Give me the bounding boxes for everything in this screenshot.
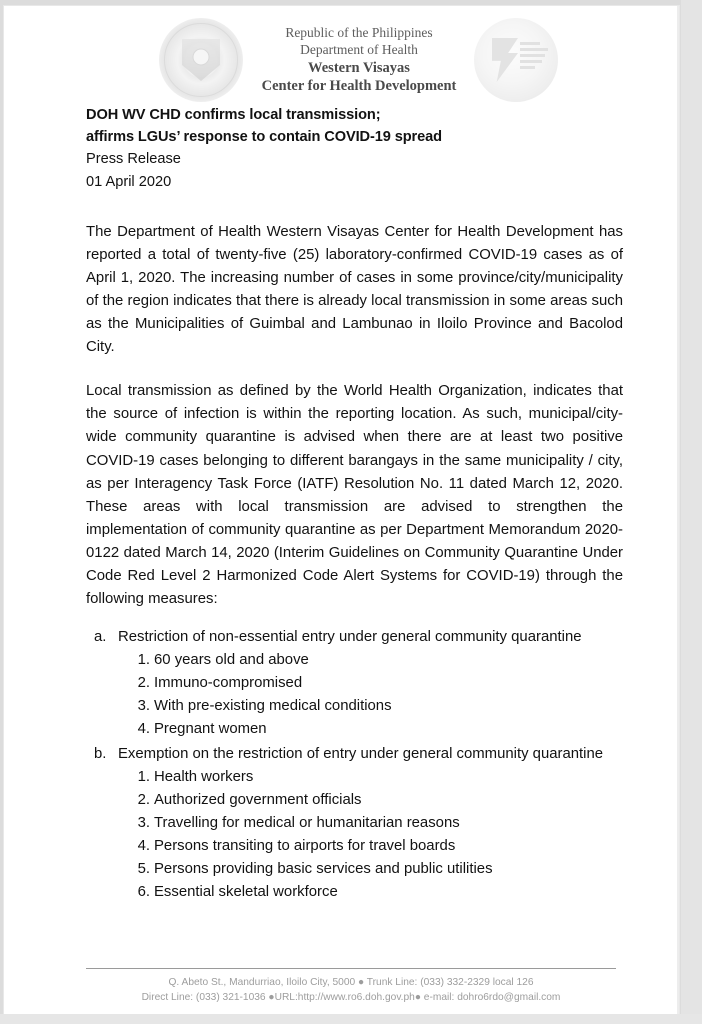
chd-seal-text-lines [520,42,548,72]
list-item [118,672,623,695]
list-item-text: Persons transiting to airports for travel boards [154,837,456,854]
letterhead [4,6,679,104]
list-marker: 6. [137,884,150,901]
agency-line-1: Republic of the Philippines [285,25,433,40]
list-marker: 2. [137,791,150,808]
list-marker: 1. [137,652,150,669]
list-marker: 5. [137,861,150,878]
footer-line-1: Q. Abeto St., Mandurriao, Iloilo City, 5000 ● Trunk Line: (033) 332-2329 local 126 [168,977,534,988]
list-item [118,766,623,789]
page-right-margin [681,0,702,1024]
list-item-text: Persons providing basic services and public utilities [154,861,493,878]
list-item [118,649,623,672]
agency-line-4: Center for Health Development [261,78,457,95]
list-marker: b. [94,745,107,762]
list-item-text: Pregnant women [154,721,267,738]
list-marker: 4. [137,721,150,738]
measures-list [86,626,623,904]
page-footer [86,968,616,1006]
list-item [118,695,623,718]
list-item-text: Exemption on the restriction of entry under general community quarantine [118,745,604,762]
list-item [118,718,623,741]
paragraph-2: Local transmission as defined by the World Health Organization, indicates that the source of infection is within the reporting location. As such, municipal/city-wide community quarantine is advised when there are at least two positive COVID-19 cases belonging to different barangays in the same municipality / city, as per Interagency Task Force (IATF) Resolution No. 11 dated March 12, 2020. These areas with local transmission are advised to strengthen the implementation of community quarantine as per Department Memorandum 2020-0122 dated March 14, 2020 (Interim Guidelines on Community Quarantine Under Code Red Level 2 Harmonized Code Alert Systems for COVID-19) through the following measures: [86,383,623,608]
list-item [118,835,623,858]
list-marker: a. [94,629,107,646]
list-item [118,858,623,881]
headline-line-2: affirms LGUs’ response to contain COVID-19 spread [86,129,442,146]
chd-seal-icon [474,18,558,102]
list-item-text: With pre-existing medical conditions [154,698,392,715]
agency-block [241,24,477,96]
list-item-text: 60 years old and above [154,652,309,669]
list-marker: 4. [137,837,150,854]
list-item [86,626,623,741]
list-item [118,812,623,835]
document-page [4,6,679,1016]
page-bottom-margin [0,1014,702,1024]
document-content [4,104,679,904]
list-item-text: Restriction of non-essential entry under general community quarantine [118,629,582,646]
document-date: 01 April 2020 [86,173,172,190]
list-item-text: Travelling for medical or humanitarian reasons [154,814,460,831]
paragraph-1: The Department of Health Western Visayas Center for Health Development has reported a total of twenty-five (25) laboratory-confirmed COVID-19 cases as of April 1, 2020. The increasing number of cases in some province/city/municipality of the region indicates that there is already local transmission in some areas such as the Municipalities of Guimbal and Lambunao in Iloilo Province and Bacolod City. [86,223,623,356]
list-marker: 1. [137,768,150,785]
list-item [118,881,623,904]
list-item-text: Essential skeletal workforce [154,884,338,901]
list-item-text: Authorized government officials [154,791,362,808]
list-marker: 3. [137,698,150,715]
list-marker: 3. [137,814,150,831]
document-type: Press Release [86,151,181,168]
agency-line-2: Department of Health [300,42,418,58]
measures-sublist [118,766,623,905]
chd-seal-mark [492,38,518,82]
footer-divider [86,968,616,969]
seal-crest-center [193,48,210,65]
list-item [118,789,623,812]
list-item-text: Immuno-compromised [154,675,303,692]
agency-line-3: Western Visayas [308,59,410,76]
list-item-text: Health workers [154,768,254,785]
measures-sublist [118,649,623,741]
list-item [86,743,623,905]
footer-line-2: Direct Line: (033) 321-1036 ●URL:http://www.ro6.doh.gov.ph● e-mail: dohro6rdo@gmail.com [141,992,561,1004]
headline-line-1: DOH WV CHD confirms local transmission; [86,107,381,123]
list-marker: 2. [137,675,150,692]
doh-seal-icon [159,18,243,102]
